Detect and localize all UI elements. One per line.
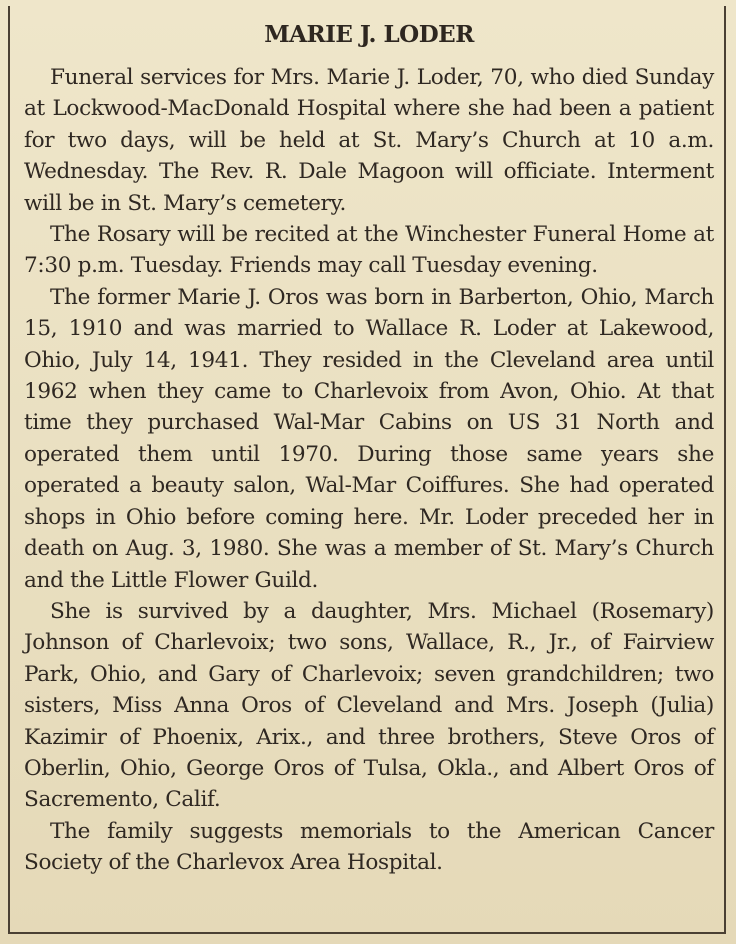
- paragraph-biography: The former Marie J. Oros was born in Barberton, Ohio, March 15, 1910 and was married to Wallace R. Loder at Lakewood, Ohio, July 14, 1941. They resided in the Cleveland area until 1962 when they came to Charlevoix from Avon, Ohio. At that time they purchased Wal-Mar Cabins on US 31 North and operated them until 1970. During those same years she operated a beauty salon, Wal-Mar Coiffures. She had operated shops in Ohio before coming here. Mr. Loder preceded her in death on Aug. 3, 1980. She was a member of St. Mary’s Church and the Little Flower Guild.: [24, 284, 714, 593]
- paragraph-survivors: She is survived by a daughter, Mrs. Michael (Rosemary) Johnson of Charlevoix; two sons, Wallace, R., Jr., of Fairview Park, Ohio, and Gary of Charlevoix; seven grandchildren; two sisters, Miss Anna Oros of Cleveland and Mrs. Joseph (Julia) Kazimir of Phoenix, Arix., and three brothers, Steve Oros of Oberlin, Ohio, George Oros of Tulsa, Okla., and Albert Oros of Sacremento, Calif.: [24, 598, 714, 813]
- article-body: [24, 62, 714, 879]
- paragraph-rosary: The Rosary will be recited at the Winchester Funeral Home at 7:30 p.m. Tuesday. Friends may call Tuesday evening.: [24, 222, 714, 279]
- article-headline: MARIE J. LODER: [264, 21, 474, 48]
- paragraph-memorials: The family suggests memorials to the American Cancer Society of the Charlevox Area Hospital.: [24, 818, 714, 876]
- paragraph-funeral-services: Funeral services for Mrs. Marie J. Loder, 70, who died Sunday at Lockwood-MacDonald Hospital where she had been a patient for two days, will be held at St. Mary’s Church at 10 a.m. Wednesday. The Rev. R. Dale Magoon will officiate. Interment will be in St. Mary’s cemetery.: [24, 65, 714, 216]
- obituary-article: [24, 20, 714, 879]
